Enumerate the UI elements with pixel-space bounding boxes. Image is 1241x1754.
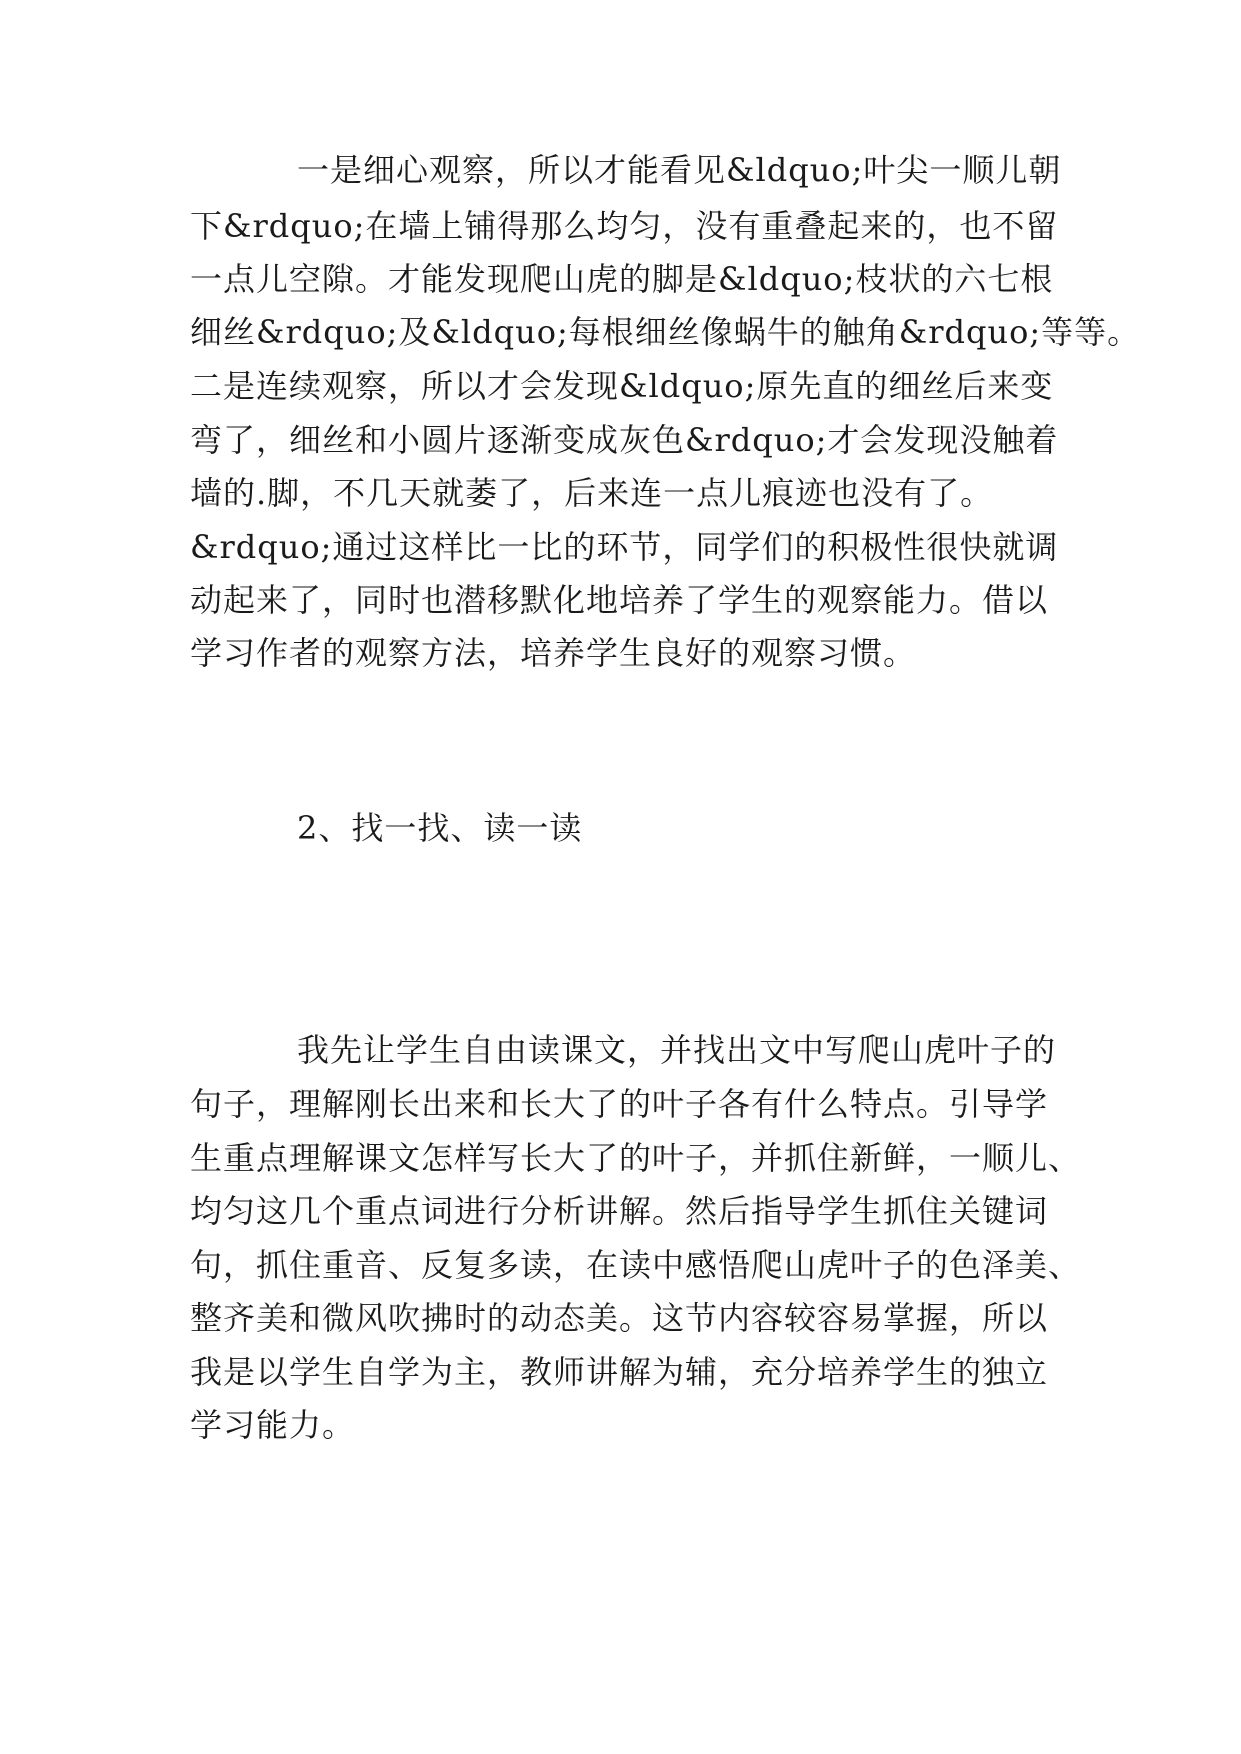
paragraph-line: 我先让学生自由读课文，并找出文中写爬山虎叶子的 [297, 1031, 1057, 1069]
paragraph-line: 动起来了，同时也潜移默化地培养了学生的观察能力。借以 [190, 581, 1049, 619]
paragraph-line: 整齐美和微风吹拂时的动态美。这节内容较容易掌握，所以 [190, 1299, 1049, 1337]
paragraph-line: 学习作者的观察方法，培养学生良好的观察习惯。 [190, 634, 917, 672]
paragraph-line: 二是连续观察，所以才会发现&ldquo;原先直的细丝后来变 [190, 367, 1054, 405]
paragraph-line: 一点儿空隙。才能发现爬山虎的脚是&ldquo;枝状的六七根 [190, 260, 1054, 298]
paragraph-line: 一是细心观察，所以才能看见&ldquo;叶尖一顺儿朝 [297, 151, 1062, 189]
paragraph-line: 句，抓住重音、反复多读，在读中感悟爬山虎叶子的色泽美、 [190, 1246, 1082, 1284]
paragraph-line: 墙的.脚，不几天就萎了，后来连一点儿痕迹也没有了。 [190, 474, 994, 512]
paragraph-line: 均匀这几个重点词进行分析讲解。然后指导学生抓住关键词 [190, 1192, 1049, 1230]
paragraph-line: 弯了，细丝和小圆片逐渐变成灰色&rdquo;才会发现没触着 [190, 421, 1059, 459]
paragraph-line: 生重点理解课文怎样写长大了的叶子，并抓住新鲜，一顺儿、 [190, 1139, 1082, 1177]
paragraph-line: 细丝&rdquo;及&ldquo;每根细丝像蜗牛的触角&rdquo;等等。 [190, 313, 1141, 351]
paragraph-line: &rdquo;通过这样比一比的环节，同学们的积极性很快就调 [190, 528, 1059, 566]
paragraph-line: 句子，理解刚长出来和长大了的叶子各有什么特点。引导学 [190, 1085, 1049, 1123]
section-heading: 2、找一找、读一读 [297, 809, 583, 847]
paragraph-line: 下&rdquo;在墙上铺得那么均匀，没有重叠起来的，也不留 [190, 207, 1059, 245]
paragraph-line: 我是以学生自学为主，教师讲解为辅，充分培养学生的独立 [190, 1353, 1049, 1391]
paragraph-line: 学习能力。 [190, 1406, 356, 1444]
